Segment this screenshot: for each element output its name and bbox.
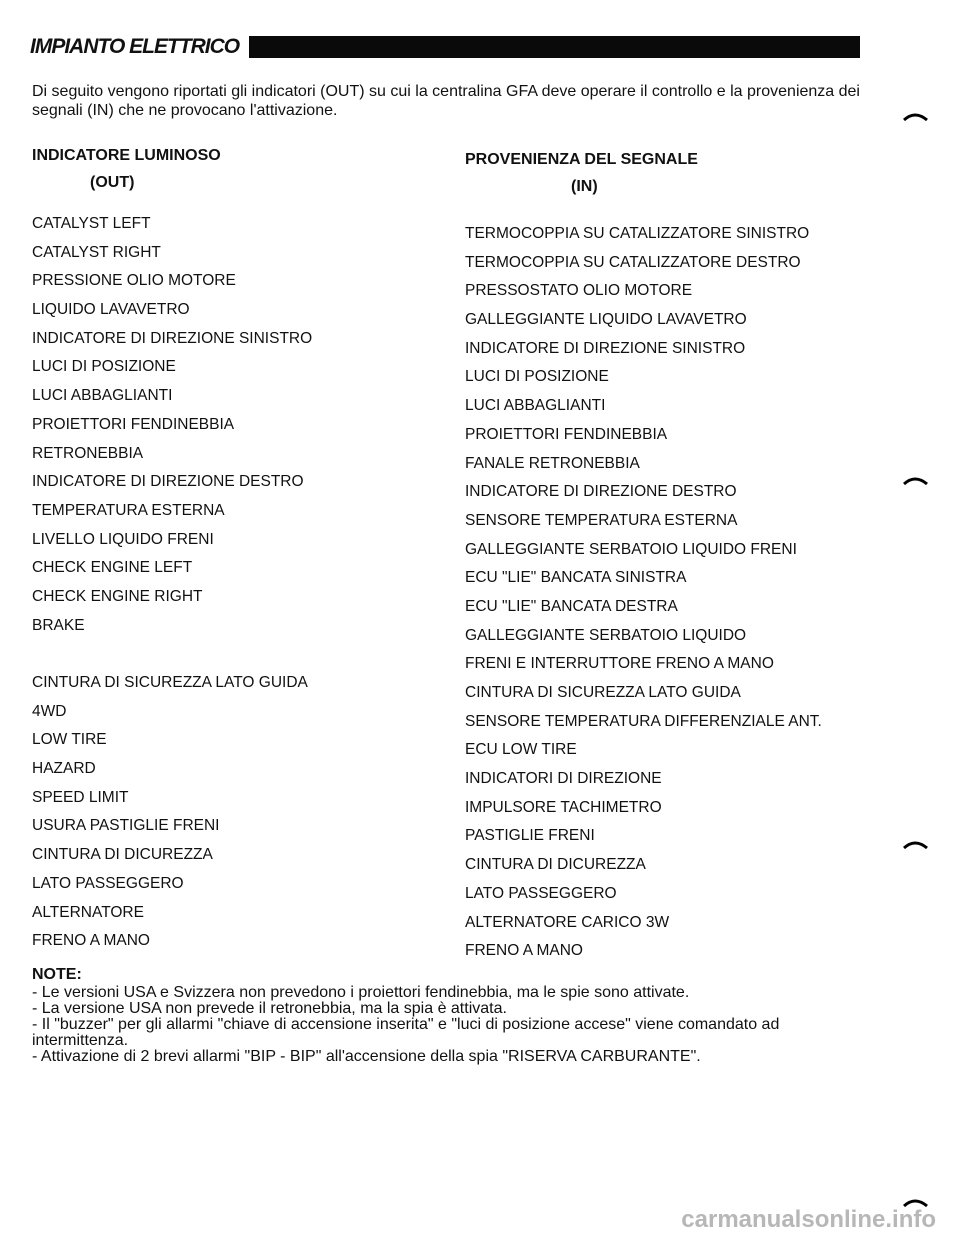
in-signal-list	[465, 224, 822, 970]
binding-mark-icon	[903, 840, 929, 850]
in-item: LUCI ABBAGLIANTI	[465, 397, 606, 415]
notes-section	[32, 967, 862, 1065]
out-item: HAZARD	[32, 760, 96, 778]
out-item: PRESSIONE OLIO MOTORE	[32, 272, 236, 290]
in-item: INDICATORE DI DIREZIONE DESTRO	[465, 483, 737, 501]
out-item: 4WD	[32, 702, 67, 720]
out-item	[32, 644, 312, 673]
in-item: FRENO A MANO	[465, 942, 583, 960]
out-item: USURA PASTIGLIE FRENI	[32, 817, 220, 835]
page-header	[30, 30, 860, 64]
in-item: CINTURA DI DICUREZZA	[465, 856, 646, 874]
binding-mark-icon	[903, 112, 929, 122]
in-item: GALLEGGIANTE SERBATOIO LIQUIDO FRENI	[465, 540, 797, 558]
out-item: CHECK ENGINE LEFT	[32, 559, 193, 577]
in-column-heading	[465, 150, 698, 197]
out-item: INDICATORE DI DIREZIONE SINISTRO	[32, 329, 313, 347]
out-item: LUCI DI POSIZIONE	[32, 358, 176, 376]
intro-paragraph: Di seguito vengono riportati gli indicatori (OUT) su cui la centralina GFA deve operare il controllo e la provenienza dei segnali (IN) che ne provocano l'attivazione.	[32, 83, 860, 119]
note-line: - La versione USA non prevede il retronebbia, ma la spia è attivata.	[32, 1000, 507, 1017]
in-item: TERMOCOPPIA SU CATALIZZATORE SINISTRO	[465, 225, 810, 242]
watermark: carmanualsonline.info	[681, 1206, 936, 1233]
in-item: LATO PASSEGGERO	[465, 884, 617, 902]
out-item: CATALYST LEFT	[32, 215, 151, 232]
in-item: PROIETTORI FENDINEBBIA	[465, 425, 668, 443]
out-item: PROIETTORI FENDINEBBIA	[32, 415, 235, 433]
out-heading-sub: (OUT)	[90, 174, 135, 191]
header-bar	[249, 36, 860, 58]
out-item: LOW TIRE	[32, 731, 107, 749]
in-heading-sub: (IN)	[571, 178, 598, 195]
out-item: BRAKE	[32, 616, 85, 634]
out-item: CHECK ENGINE RIGHT	[32, 587, 203, 605]
out-item: TEMPERATURA ESTERNA	[32, 501, 225, 519]
out-item: CINTURA DI DICUREZZA	[32, 846, 213, 864]
in-item: ECU LOW TIRE	[465, 741, 577, 759]
in-item: INDICATORI DI DIREZIONE	[465, 770, 662, 788]
in-item: LUCI DI POSIZIONE	[465, 368, 609, 386]
note-line: - Attivazione di 2 brevi allarmi "BIP - BIP" all'accensione della spia "RISERVA CARBURANTE".	[32, 1048, 701, 1065]
in-item: SENSORE TEMPERATURA ESTERNA	[465, 511, 738, 529]
section-title: IMPIANTO ELETTRICO	[30, 35, 240, 58]
in-item: PASTIGLIE FRENI	[465, 827, 595, 845]
in-item: ECU "LIE" BANCATA SINISTRA	[465, 569, 687, 587]
in-item: FANALE RETRONEBBIA	[465, 454, 640, 472]
out-item: CINTURA DI SICUREZZA LATO GUIDA	[32, 674, 308, 691]
note-line: - Le versioni USA e Svizzera non prevedono i proiettori fendinebbia, ma le spie sono attivate.	[32, 984, 690, 1001]
out-column-heading	[32, 146, 221, 193]
out-item: LIVELLO LIQUIDO FRENI	[32, 530, 214, 548]
out-item: RETRONEBBIA	[32, 444, 144, 462]
in-item: GALLEGGIANTE SERBATOIO LIQUIDO	[465, 626, 747, 644]
in-item: PRESSOSTATO OLIO MOTORE	[465, 282, 693, 300]
out-item: CATALYST RIGHT	[32, 243, 161, 261]
out-item: ALTERNATORE	[32, 903, 144, 921]
out-item: FRENO A MANO	[32, 932, 150, 950]
out-indicator-list	[32, 214, 312, 960]
in-item: IMPULSORE TACHIMETRO	[465, 798, 662, 816]
in-item: FRENI E INTERRUTTORE FRENO A MANO	[465, 655, 774, 673]
out-item: SPEED LIMIT	[32, 788, 129, 806]
in-item: ALTERNATORE CARICO 3W	[465, 913, 670, 931]
out-item: INDICATORE DI DIREZIONE DESTRO	[32, 473, 304, 491]
notes-title: NOTE:	[32, 966, 82, 983]
out-item: LATO PASSEGGERO	[32, 874, 184, 892]
in-heading-title: PROVENIENZA DEL SEGNALE	[465, 151, 698, 168]
binding-mark-icon	[903, 476, 929, 486]
note-line: - Il "buzzer" per gli allarmi "chiave di accensione inserita" e "luci di posizione accese" viene comandato ad intermittenza.	[32, 1016, 780, 1049]
out-item: LIQUIDO LAVAVETRO	[32, 301, 190, 319]
in-item: ECU "LIE" BANCATA DESTRA	[465, 597, 678, 615]
in-item: TERMOCOPPIA SU CATALIZZATORE DESTRO	[465, 253, 801, 271]
in-item: CINTURA DI SICUREZZA LATO GUIDA	[465, 684, 741, 701]
out-heading-title: INDICATORE LUMINOSO	[32, 147, 221, 164]
in-item: GALLEGGIANTE LIQUIDO LAVAVETRO	[465, 311, 747, 329]
out-item: LUCI ABBAGLIANTI	[32, 387, 173, 405]
in-item: INDICATORE DI DIREZIONE SINISTRO	[465, 339, 746, 357]
in-item: SENSORE TEMPERATURA DIFFERENZIALE ANT.	[465, 712, 822, 730]
